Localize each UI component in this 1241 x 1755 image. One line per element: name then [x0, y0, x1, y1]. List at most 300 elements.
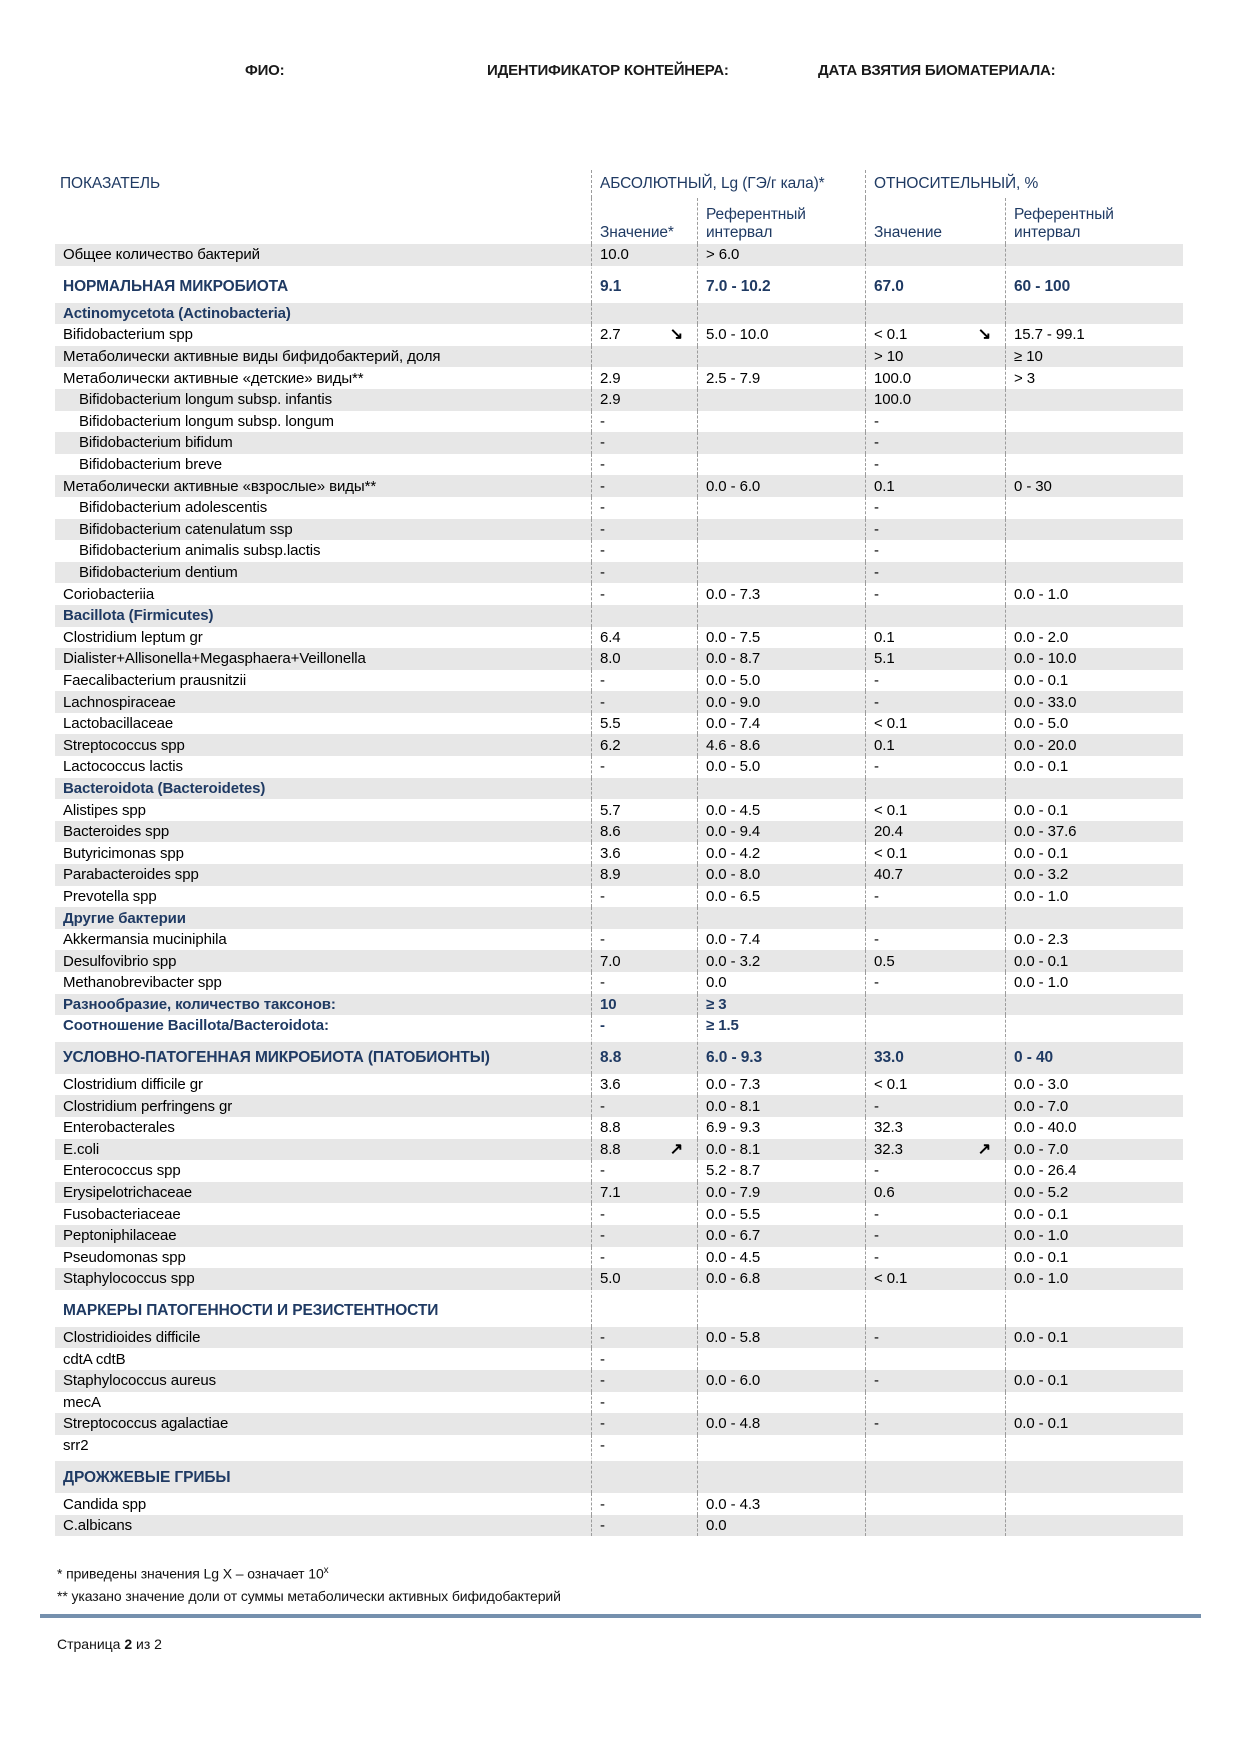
- table-row: [55, 266, 1183, 303]
- rel-value-cell: -: [865, 1370, 1005, 1392]
- abs-ref-cell: [697, 907, 865, 929]
- table-row: [55, 540, 1183, 562]
- abs-value-cell: -: [591, 1435, 697, 1457]
- indicator-name: Prevotella spp: [63, 887, 157, 905]
- table-row: [55, 864, 1183, 886]
- abs-ref-cell: 0.0 - 8.7: [697, 648, 865, 670]
- abs-value-cell: -: [591, 691, 697, 713]
- container-id-label: ИДЕНТИФИКАТОР КОНТЕЙНЕРА:: [487, 62, 729, 79]
- rel-value-cell: 5.1: [865, 648, 1005, 670]
- table-row: [55, 1392, 1183, 1414]
- table-row: [55, 842, 1183, 864]
- table-row: [55, 1182, 1183, 1204]
- indicator-name: Bifidobacterium bifidum: [55, 432, 591, 454]
- abs-value-cell: -: [591, 670, 697, 692]
- abs-ref-cell: [697, 454, 865, 476]
- rel-ref-cell: [1005, 1456, 1183, 1493]
- rel-value-cell: -: [865, 454, 1005, 476]
- abs-ref-cell: 0.0 - 7.4: [697, 713, 865, 735]
- indicator-name: Lachnospiraceae: [55, 691, 591, 713]
- indicator-name: Desulfovibrio spp: [55, 950, 591, 972]
- indicator-name: Pseudomonas spp: [63, 1248, 186, 1266]
- rel-ref-cell: 0.0 - 1.0: [1005, 972, 1183, 994]
- abs-value-cell: 3.6: [591, 1074, 697, 1096]
- column-header-indicator: ПОКАЗАТЕЛЬ: [60, 175, 161, 192]
- abs-value-cell: 2.7 ↘: [591, 324, 697, 346]
- abs-ref-cell: ≥ 1.5: [697, 1015, 865, 1037]
- footer-divider: [40, 1614, 1201, 1618]
- rel-ref-cell: 0.0 - 0.1: [1005, 1327, 1183, 1349]
- abs-value-cell: [591, 303, 697, 325]
- abs-value-cell: 10.0: [591, 244, 697, 266]
- rel-ref-cell: [1005, 244, 1183, 266]
- table-row: [55, 972, 1183, 994]
- rel-value-cell: 100.0: [865, 367, 1005, 389]
- rel-value-cell: -: [865, 1247, 1005, 1269]
- indicator-name: mecA: [63, 1393, 101, 1411]
- abs-ref-cell: 0.0 - 9.0: [697, 691, 865, 713]
- table-row: [55, 1095, 1183, 1117]
- abs-ref-cell: [697, 303, 865, 325]
- indicator-name: Bacillota (Firmicutes): [55, 605, 591, 627]
- rel-ref-cell: [1005, 1290, 1183, 1327]
- column-header-abs-value: Значение*: [591, 198, 697, 244]
- abs-value-cell: [591, 778, 697, 800]
- abs-ref-cell: 0.0 - 7.5: [697, 627, 865, 649]
- rel-value-cell: -: [865, 432, 1005, 454]
- indicator-name: Bifidobacterium longum subsp. infantis: [55, 389, 591, 411]
- rel-value-cell: < 0.1 ↘: [865, 324, 1005, 346]
- rel-value-cell: < 0.1: [865, 1268, 1005, 1290]
- abs-value-cell: 10: [591, 994, 697, 1016]
- indicator-name: ДРОЖЖЕВЫЕ ГРИБЫ: [55, 1456, 591, 1493]
- rel-value-cell: [865, 605, 1005, 627]
- page-number-current: 2: [124, 1636, 133, 1652]
- abs-ref-cell: 0.0 - 4.8: [697, 1413, 865, 1435]
- rel-ref-cell: 0.0 - 0.1: [1005, 842, 1183, 864]
- rel-ref-cell: 0.0 - 2.3: [1005, 929, 1183, 951]
- rel-value-cell: -: [865, 519, 1005, 541]
- table-row: [55, 605, 1183, 627]
- abs-ref-cell: [697, 1392, 865, 1414]
- abs-value-cell: [591, 1456, 697, 1493]
- column-header-rel-ref: Референтный интервал: [1005, 198, 1183, 244]
- rel-ref-cell: [1005, 1392, 1183, 1414]
- rel-value-cell: [865, 1515, 1005, 1537]
- indicator-name: Streptococcus agalactiae: [55, 1413, 591, 1435]
- rel-value-cell: -: [865, 972, 1005, 994]
- report-table-body: [55, 244, 1183, 1536]
- abs-ref-cell: ≥ 3: [697, 994, 865, 1016]
- rel-ref-cell: 0.0 - 3.0: [1005, 1074, 1183, 1096]
- indicator-name: УСЛОВНО-ПАТОГЕННАЯ МИКРОБИОТА (ПАТОБИОНТЫ): [55, 1037, 591, 1074]
- rel-ref-cell: 0.0 - 1.0: [1005, 1225, 1183, 1247]
- abs-ref-cell: 0.0 - 9.4: [697, 821, 865, 843]
- table-row: [55, 454, 1183, 476]
- abs-value-cell: 6.4: [591, 627, 697, 649]
- table-row: [55, 929, 1183, 951]
- rel-value-cell: -: [865, 540, 1005, 562]
- column-header-abs-ref: Референтный интервал: [697, 198, 865, 244]
- abs-ref-cell: [697, 1435, 865, 1457]
- rel-value-cell: [865, 994, 1005, 1016]
- abs-value-cell: -: [591, 1247, 697, 1269]
- abs-ref-cell: [697, 778, 865, 800]
- rel-value-cell: 0.6: [865, 1182, 1005, 1204]
- table-row: [55, 1015, 1183, 1037]
- abs-ref-cell: [697, 432, 865, 454]
- abs-value-cell: 2.9: [591, 367, 697, 389]
- abs-ref-cell: 0.0 - 7.3: [697, 583, 865, 605]
- rel-ref-cell: 0.0 - 26.4: [1005, 1160, 1183, 1182]
- abs-ref-cell: 0.0 - 7.4: [697, 929, 865, 951]
- abs-ref-cell: [697, 519, 865, 541]
- table-row: [55, 1456, 1183, 1493]
- rel-ref-cell: 0.0 - 0.1: [1005, 670, 1183, 692]
- abs-value-cell: -: [591, 583, 697, 605]
- trend-up-icon: ↗: [977, 1140, 992, 1158]
- indicator-name: Coriobacteriia: [63, 585, 155, 603]
- abs-ref-cell: [697, 1348, 865, 1370]
- rel-value-cell: -: [865, 497, 1005, 519]
- rel-value-cell: -: [865, 691, 1005, 713]
- rel-ref-cell: 0.0 - 0.1: [1005, 1370, 1183, 1392]
- abs-value-cell: 8.8 ↗: [591, 1139, 697, 1161]
- abs-value-cell: 8.6: [591, 821, 697, 843]
- indicator-name: Staphylococcus spp: [55, 1268, 591, 1290]
- abs-ref-cell: 0.0 - 5.0: [697, 670, 865, 692]
- rel-value-cell: 0.5: [865, 950, 1005, 972]
- table-row: [55, 1327, 1183, 1349]
- indicator-name: Clostridium leptum gr: [63, 628, 203, 646]
- table-row: [55, 1268, 1183, 1290]
- rel-ref-cell: [1005, 497, 1183, 519]
- table-row: [55, 475, 1183, 497]
- rel-value-cell: 100.0: [865, 389, 1005, 411]
- abs-ref-cell: 5.0 - 10.0: [697, 324, 865, 346]
- indicator-name: Lactococcus lactis: [63, 758, 183, 776]
- fio-label: ФИО:: [245, 62, 285, 79]
- rel-ref-cell: 0.0 - 2.0: [1005, 627, 1183, 649]
- indicator-name: Fusobacteriaceae: [63, 1205, 181, 1223]
- footnote-share-explanation: ** указано значение доли от суммы метаболически активных бифидобактерий: [57, 1588, 561, 1604]
- rel-ref-cell: [1005, 519, 1183, 541]
- table-row: [55, 497, 1183, 519]
- rel-value-cell: -: [865, 670, 1005, 692]
- rel-value-cell: [865, 1290, 1005, 1327]
- rel-value-cell: < 0.1: [865, 1074, 1005, 1096]
- abs-value-cell: 2.9: [591, 389, 697, 411]
- indicator-name: Parabacteroides spp: [55, 864, 591, 886]
- indicator-name: Lactobacillaceae: [63, 715, 174, 733]
- table-row: [55, 389, 1183, 411]
- table-row: [55, 648, 1183, 670]
- table-row: [55, 734, 1183, 756]
- abs-value-cell: -: [591, 1160, 697, 1182]
- abs-value-cell: 8.8: [591, 1037, 697, 1074]
- table-row: [55, 1493, 1183, 1515]
- rel-value-cell: -: [865, 562, 1005, 584]
- indicator-name: Actinomycetota (Actinobacteria): [55, 303, 591, 325]
- abs-ref-cell: 0.0 - 5.8: [697, 1327, 865, 1349]
- abs-value-cell: [591, 605, 697, 627]
- abs-value-cell: -: [591, 432, 697, 454]
- abs-ref-cell: 0.0 - 7.9: [697, 1182, 865, 1204]
- abs-value-cell: -: [591, 1493, 697, 1515]
- footnote-lg-explanation: * приведены значения Lg X – означает 10$^x$: [57, 1565, 329, 1582]
- column-header-relative-group: ОТНОСИТЕЛЬНЫЙ, %: [865, 170, 1183, 198]
- rel-value-cell: 33.0: [865, 1037, 1005, 1074]
- abs-value-cell: -: [591, 886, 697, 908]
- table-row: [55, 1290, 1183, 1327]
- abs-value-cell: -: [591, 1348, 697, 1370]
- rel-value-cell: 40.7: [865, 864, 1005, 886]
- abs-value-cell: -: [591, 1095, 697, 1117]
- table-row: [55, 1225, 1183, 1247]
- microbiota-report-table: [55, 170, 1183, 1536]
- rel-ref-cell: [1005, 778, 1183, 800]
- indicator-name: Dialister+Allisonella+Megasphaera+Veillonella: [55, 648, 591, 670]
- indicator-name: Peptoniphilaceae: [55, 1225, 591, 1247]
- indicator-name: Erysipelotrichaceae: [55, 1182, 591, 1204]
- abs-ref-cell: [697, 497, 865, 519]
- abs-value-cell: [591, 1290, 697, 1327]
- rel-ref-cell: [1005, 1515, 1183, 1537]
- column-header-absolute-group: АБСОЛЮТНЫЙ, Lg (ГЭ/г кала)*: [591, 170, 865, 198]
- indicator-name: Enterococcus spp: [63, 1162, 181, 1180]
- rel-ref-cell: [1005, 1435, 1183, 1457]
- rel-ref-cell: 0.0 - 0.1: [1005, 756, 1183, 778]
- rel-ref-cell: [1005, 994, 1183, 1016]
- abs-ref-cell: 0.0 - 7.3: [697, 1074, 865, 1096]
- table-row: [55, 1074, 1183, 1096]
- indicator-name: Butyricimonas spp: [63, 844, 184, 862]
- rel-value-cell: [865, 1493, 1005, 1515]
- rel-ref-cell: [1005, 540, 1183, 562]
- table-row: [55, 1203, 1183, 1225]
- indicator-name: Bifidobacterium adolescentis: [79, 499, 268, 517]
- rel-value-cell: 32.3 ↗: [865, 1139, 1005, 1161]
- rel-ref-cell: 15.7 - 99.1: [1005, 324, 1183, 346]
- abs-value-cell: -: [591, 929, 697, 951]
- abs-ref-cell: > 6.0: [697, 244, 865, 266]
- rel-value-cell: [865, 1015, 1005, 1037]
- indicator-name: Bifidobacterium spp: [63, 326, 193, 344]
- rel-value-cell: 32.3: [865, 1117, 1005, 1139]
- indicator-name: E.coli: [55, 1139, 591, 1161]
- indicator-name: Bifidobacterium animalis subsp.lactis: [79, 542, 321, 560]
- rel-value-cell: 67.0: [865, 266, 1005, 303]
- abs-value-cell: -: [591, 411, 697, 433]
- indicator-name: МАРКЕРЫ ПАТОГЕННОСТИ И РЕЗИСТЕНТНОСТИ: [55, 1290, 591, 1327]
- table-row: [55, 886, 1183, 908]
- rel-value-cell: -: [865, 1413, 1005, 1435]
- abs-value-cell: 7.0: [591, 950, 697, 972]
- trend-up-icon: ↗: [669, 1140, 683, 1158]
- indicator-name: Bifidobacterium longum subsp. longum: [79, 412, 334, 430]
- indicator-name: Clostridium difficile gr: [63, 1076, 203, 1094]
- indicator-name: cdtA cdtB: [63, 1350, 126, 1368]
- abs-value-cell: -: [591, 454, 697, 476]
- rel-ref-cell: [1005, 303, 1183, 325]
- abs-ref-cell: 0.0 - 5.0: [697, 756, 865, 778]
- biomaterial-date-label: ДАТА ВЗЯТИЯ БИОМАТЕРИАЛА:: [818, 62, 1056, 79]
- table-row: [55, 562, 1183, 584]
- column-header-empty: [55, 198, 591, 244]
- rel-value-cell: [865, 1392, 1005, 1414]
- abs-value-cell: -: [591, 1392, 697, 1414]
- table-row: [55, 713, 1183, 735]
- abs-ref-cell: 0.0 - 6.8: [697, 1268, 865, 1290]
- abs-value-cell: [591, 907, 697, 929]
- rel-ref-cell: 0.0 - 7.0: [1005, 1095, 1183, 1117]
- abs-ref-cell: 0.0 - 4.5: [697, 1247, 865, 1269]
- indicator-name: Akkermansia muciniphila: [63, 931, 227, 949]
- table-row: [55, 1247, 1183, 1269]
- abs-ref-cell: 0.0 - 5.5: [697, 1203, 865, 1225]
- table-row: [55, 519, 1183, 541]
- rel-value-cell: -: [865, 1095, 1005, 1117]
- table-row: [55, 907, 1183, 929]
- indicator-name: НОРМАЛЬНАЯ МИКРОБИОТА: [55, 266, 591, 303]
- abs-value-cell: -: [591, 519, 697, 541]
- rel-ref-cell: 0.0 - 0.1: [1005, 1247, 1183, 1269]
- indicator-name: Bacteroides spp: [55, 821, 591, 843]
- rel-value-cell: [865, 1435, 1005, 1457]
- indicator-name: Candida spp: [63, 1495, 147, 1513]
- abs-value-cell: 5.0: [591, 1268, 697, 1290]
- rel-value-cell: [865, 1348, 1005, 1370]
- table-row: [55, 1160, 1183, 1182]
- indicator-name: Bacteroidota (Bacteroidetes): [55, 778, 591, 800]
- indicator-name: Другие бактерии: [55, 907, 591, 929]
- rel-ref-cell: 0.0 - 1.0: [1005, 886, 1183, 908]
- table-row: [55, 1348, 1183, 1370]
- indicator-name: Разнообразие, количество таксонов:: [55, 994, 591, 1016]
- abs-value-cell: -: [591, 1370, 697, 1392]
- table-row: [55, 1037, 1183, 1074]
- indicator-name: srr2: [63, 1436, 89, 1454]
- rel-ref-cell: [1005, 605, 1183, 627]
- rel-value-cell: < 0.1: [865, 713, 1005, 735]
- table-row: [55, 799, 1183, 821]
- rel-ref-cell: [1005, 562, 1183, 584]
- table-row: [55, 1370, 1183, 1392]
- abs-ref-cell: [697, 346, 865, 368]
- abs-value-cell: -: [591, 475, 697, 497]
- table-row: [55, 994, 1183, 1016]
- table-row: [55, 1413, 1183, 1435]
- rel-value-cell: 20.4: [865, 821, 1005, 843]
- indicator-name: Clostridium perfringens gr: [55, 1095, 591, 1117]
- abs-ref-cell: 0.0 - 4.3: [697, 1493, 865, 1515]
- abs-ref-cell: [697, 411, 865, 433]
- indicator-name: Общее количество бактерий: [55, 244, 591, 266]
- rel-ref-cell: 0.0 - 0.1: [1005, 1413, 1183, 1435]
- rel-ref-cell: 0.0 - 3.2: [1005, 864, 1183, 886]
- abs-value-cell: 5.5: [591, 713, 697, 735]
- table-row: [55, 324, 1183, 346]
- abs-value-cell: 7.1: [591, 1182, 697, 1204]
- rel-value-cell: -: [865, 1160, 1005, 1182]
- abs-value-cell: [591, 346, 697, 368]
- rel-ref-cell: 0.0 - 0.1: [1005, 950, 1183, 972]
- rel-ref-cell: [1005, 1015, 1183, 1037]
- rel-value-cell: -: [865, 886, 1005, 908]
- indicator-name: Methanobrevibacter spp: [63, 974, 222, 992]
- rel-value-cell: [865, 1456, 1005, 1493]
- rel-ref-cell: [1005, 454, 1183, 476]
- rel-ref-cell: [1005, 1493, 1183, 1515]
- page-number: Страница 2 из 2: [57, 1636, 162, 1652]
- rel-ref-cell: 0.0 - 1.0: [1005, 583, 1183, 605]
- rel-ref-cell: 0.0 - 1.0: [1005, 1268, 1183, 1290]
- rel-ref-cell: 0.0 - 5.0: [1005, 713, 1183, 735]
- abs-value-cell: -: [591, 540, 697, 562]
- abs-ref-cell: 2.5 - 7.9: [697, 367, 865, 389]
- rel-value-cell: [865, 303, 1005, 325]
- table-row: [55, 950, 1183, 972]
- table-row: [55, 367, 1183, 389]
- abs-value-cell: -: [591, 972, 697, 994]
- table-row: [55, 244, 1183, 266]
- rel-value-cell: [865, 778, 1005, 800]
- column-header-rel-value: Значение: [865, 198, 1005, 244]
- indicator-name: Enterobacterales: [63, 1119, 175, 1137]
- abs-value-cell: 6.2: [591, 734, 697, 756]
- table-row: [55, 432, 1183, 454]
- abs-ref-cell: 5.2 - 8.7: [697, 1160, 865, 1182]
- rel-ref-cell: 0.0 - 33.0: [1005, 691, 1183, 713]
- abs-value-cell: -: [591, 562, 697, 584]
- table-row: [55, 303, 1183, 325]
- abs-ref-cell: 0.0 - 8.1: [697, 1139, 865, 1161]
- table-row: [55, 1515, 1183, 1537]
- abs-value-cell: -: [591, 1327, 697, 1349]
- rel-value-cell: 0.1: [865, 627, 1005, 649]
- abs-ref-cell: 6.0 - 9.3: [697, 1037, 865, 1074]
- rel-ref-cell: [1005, 1348, 1183, 1370]
- indicator-name: Bifidobacterium breve: [79, 456, 222, 474]
- indicator-name: Staphylococcus aureus: [55, 1370, 591, 1392]
- table-row: [55, 670, 1183, 692]
- rel-ref-cell: 0.0 - 10.0: [1005, 648, 1183, 670]
- abs-ref-cell: 6.9 - 9.3: [697, 1117, 865, 1139]
- trend-down-icon: ↘: [669, 326, 683, 344]
- indicator-name: Метаболически активные виды бифидобактерий, доля: [55, 346, 591, 368]
- table-header-subcolumns: [55, 198, 1183, 244]
- abs-value-cell: -: [591, 1515, 697, 1537]
- rel-ref-cell: [1005, 432, 1183, 454]
- abs-ref-cell: [697, 540, 865, 562]
- rel-value-cell: > 10: [865, 346, 1005, 368]
- abs-ref-cell: 0.0 - 6.0: [697, 1370, 865, 1392]
- table-row: [55, 627, 1183, 649]
- abs-value-cell: -: [591, 1015, 697, 1037]
- indicator-name: Faecalibacterium prausnitzii: [63, 671, 247, 689]
- abs-ref-cell: [697, 389, 865, 411]
- rel-ref-cell: > 3: [1005, 367, 1183, 389]
- abs-value-cell: -: [591, 1413, 697, 1435]
- table-row: [55, 411, 1183, 433]
- abs-ref-cell: 0.0 - 6.5: [697, 886, 865, 908]
- abs-value-cell: 8.9: [591, 864, 697, 886]
- indicator-name: Bifidobacterium dentium: [55, 562, 591, 584]
- table-row: [55, 1435, 1183, 1457]
- abs-value-cell: -: [591, 497, 697, 519]
- table-row: [55, 1139, 1183, 1161]
- table-row: [55, 583, 1183, 605]
